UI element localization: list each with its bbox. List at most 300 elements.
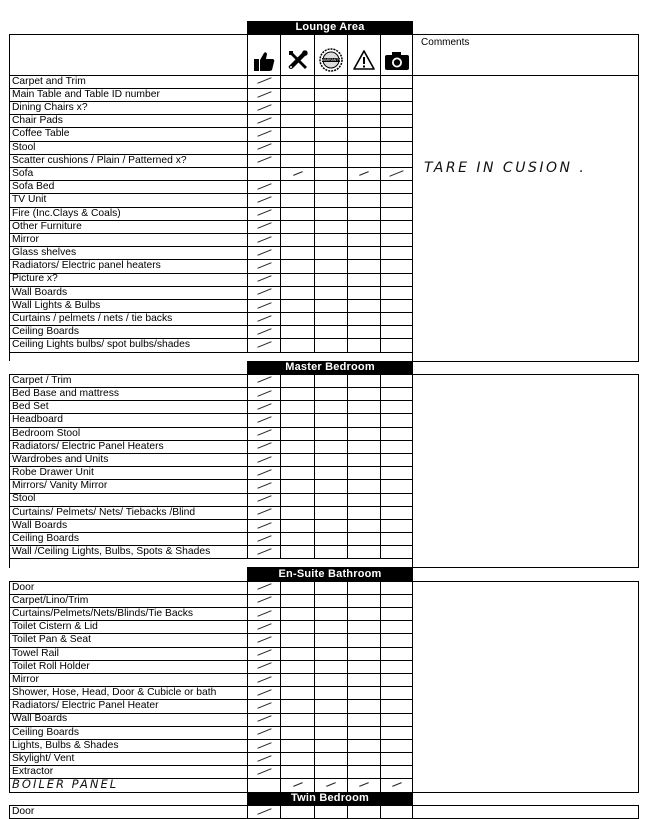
tick-mark	[257, 416, 271, 423]
check-cell[interactable]	[348, 75, 381, 88]
lounge-comments-cell[interactable]	[413, 75, 639, 361]
check-cell[interactable]	[381, 313, 413, 326]
check-cell[interactable]	[348, 299, 381, 312]
check-cell[interactable]	[248, 313, 281, 326]
item-label: Mirror	[10, 233, 248, 246]
check-cell[interactable]	[348, 546, 381, 559]
check-cell[interactable]	[381, 519, 413, 532]
check-cell[interactable]	[381, 739, 413, 752]
check-cell[interactable]	[348, 339, 381, 352]
check-cell[interactable]	[381, 168, 413, 181]
tick-mark	[293, 171, 303, 176]
check-cell[interactable]	[315, 647, 348, 660]
check-cell[interactable]	[381, 326, 413, 339]
check-cell[interactable]	[248, 647, 281, 660]
check-cell[interactable]	[248, 700, 281, 713]
item-label: Stool	[10, 141, 248, 154]
check-cell[interactable]	[348, 533, 381, 546]
check-cell[interactable]	[248, 299, 281, 312]
check-cell[interactable]	[381, 621, 413, 634]
check-cell[interactable]	[381, 220, 413, 233]
check-cell[interactable]	[381, 102, 413, 115]
check-cell[interactable]	[281, 519, 315, 532]
check-cell[interactable]	[381, 260, 413, 273]
check-cell[interactable]	[281, 168, 315, 181]
check-cell[interactable]	[281, 260, 315, 273]
check-cell[interactable]	[381, 766, 413, 779]
tick-mark	[257, 289, 271, 296]
check-cell[interactable]	[315, 220, 348, 233]
check-cell[interactable]	[315, 440, 348, 453]
check-cell[interactable]	[315, 168, 348, 181]
check-cell[interactable]	[248, 181, 281, 194]
check-cell[interactable]	[381, 247, 413, 260]
check-cell[interactable]	[348, 88, 381, 101]
check-cell[interactable]	[381, 286, 413, 299]
check-cell[interactable]	[348, 726, 381, 739]
check-cell[interactable]	[248, 660, 281, 673]
check-cell[interactable]	[348, 660, 381, 673]
check-cell[interactable]	[381, 805, 413, 818]
check-cell[interactable]	[281, 326, 315, 339]
check-cell[interactable]	[315, 533, 348, 546]
check-cell[interactable]	[315, 739, 348, 752]
check-cell[interactable]	[315, 401, 348, 414]
check-cell[interactable]	[348, 207, 381, 220]
check-cell[interactable]	[348, 414, 381, 427]
check-cell[interactable]	[248, 546, 281, 559]
check-cell[interactable]	[315, 102, 348, 115]
check-cell[interactable]	[315, 673, 348, 686]
check-cell[interactable]	[281, 286, 315, 299]
check-cell[interactable]	[281, 700, 315, 713]
check-cell[interactable]	[315, 75, 348, 88]
check-cell[interactable]	[248, 102, 281, 115]
item-label: Wall Boards	[10, 519, 248, 532]
check-cell[interactable]	[348, 374, 381, 387]
check-cell[interactable]	[381, 374, 413, 387]
check-cell[interactable]	[381, 273, 413, 286]
check-cell[interactable]	[281, 660, 315, 673]
check-cell[interactable]	[248, 581, 281, 594]
check-cell[interactable]	[281, 493, 315, 506]
check-cell[interactable]	[281, 141, 315, 154]
check-cell[interactable]	[348, 220, 381, 233]
check-cell[interactable]	[248, 480, 281, 493]
check-cell[interactable]	[381, 467, 413, 480]
check-cell[interactable]	[248, 88, 281, 101]
check-cell[interactable]	[348, 388, 381, 401]
check-cell[interactable]	[281, 726, 315, 739]
tick-mark	[257, 143, 271, 150]
tick-mark	[257, 315, 271, 322]
check-cell[interactable]	[381, 388, 413, 401]
item-label: Curtains / pelmets / nets / tie backs	[10, 313, 248, 326]
check-cell[interactable]	[315, 181, 348, 194]
check-cell[interactable]	[381, 440, 413, 453]
check-cell[interactable]	[348, 154, 381, 167]
check-cell[interactable]	[315, 493, 348, 506]
check-cell[interactable]	[348, 326, 381, 339]
check-cell[interactable]	[315, 339, 348, 352]
check-cell[interactable]	[315, 260, 348, 273]
check-cell[interactable]	[248, 414, 281, 427]
comments-label: Comments	[421, 36, 470, 48]
check-cell[interactable]	[315, 660, 348, 673]
check-cell[interactable]	[281, 621, 315, 634]
check-cell[interactable]	[281, 805, 315, 818]
check-cell[interactable]	[348, 181, 381, 194]
check-cell[interactable]	[381, 608, 413, 621]
item-label: Carpet and Trim	[10, 75, 248, 88]
check-cell[interactable]	[381, 207, 413, 220]
check-cell[interactable]	[281, 647, 315, 660]
check-cell[interactable]	[381, 299, 413, 312]
check-cell[interactable]	[248, 374, 281, 387]
check-cell[interactable]	[348, 805, 381, 818]
check-cell[interactable]	[281, 313, 315, 326]
check-cell[interactable]	[315, 286, 348, 299]
check-cell[interactable]	[248, 388, 281, 401]
check-cell[interactable]	[348, 401, 381, 414]
check-cell[interactable]	[348, 647, 381, 660]
check-cell[interactable]	[381, 660, 413, 673]
check-cell[interactable]	[248, 194, 281, 207]
check-cell[interactable]	[315, 374, 348, 387]
check-cell[interactable]	[381, 533, 413, 546]
check-cell[interactable]	[315, 766, 348, 779]
check-cell[interactable]	[381, 233, 413, 246]
check-cell[interactable]	[315, 634, 348, 647]
check-cell[interactable]	[381, 687, 413, 700]
check-cell[interactable]	[381, 546, 413, 559]
check-cell[interactable]	[381, 88, 413, 101]
check-cell[interactable]	[348, 453, 381, 466]
table-row	[10, 75, 639, 88]
check-cell[interactable]	[248, 753, 281, 766]
check-cell[interactable]	[381, 779, 413, 792]
tick-mark	[326, 782, 336, 787]
check-cell[interactable]	[315, 207, 348, 220]
check-cell[interactable]	[281, 546, 315, 559]
check-cell[interactable]	[248, 766, 281, 779]
check-cell[interactable]	[281, 594, 315, 607]
item-label: Wall /Ceiling Lights, Bulbs, Spots & Shades	[10, 546, 248, 559]
check-cell[interactable]	[315, 726, 348, 739]
check-cell[interactable]	[348, 168, 381, 181]
check-cell[interactable]	[381, 128, 413, 141]
check-cell[interactable]	[348, 233, 381, 246]
master-comments-cell[interactable]	[413, 374, 639, 568]
check-cell[interactable]	[381, 581, 413, 594]
check-cell[interactable]	[248, 519, 281, 532]
check-cell[interactable]	[381, 700, 413, 713]
check-cell[interactable]	[315, 687, 348, 700]
check-cell[interactable]	[348, 194, 381, 207]
check-cell[interactable]	[248, 207, 281, 220]
check-cell[interactable]	[281, 533, 315, 546]
tick-mark	[389, 170, 403, 177]
check-cell[interactable]	[281, 779, 315, 792]
check-cell[interactable]	[315, 273, 348, 286]
tick-mark	[293, 782, 303, 787]
check-cell[interactable]	[348, 779, 381, 792]
check-cell[interactable]	[348, 260, 381, 273]
item-label: Fire (Inc.Clays & Coals)	[10, 207, 248, 220]
tick-mark	[257, 495, 271, 502]
check-cell[interactable]	[281, 766, 315, 779]
check-cell[interactable]	[281, 506, 315, 519]
check-cell[interactable]	[281, 88, 315, 101]
check-cell[interactable]	[348, 581, 381, 594]
check-cell[interactable]	[248, 493, 281, 506]
check-cell[interactable]	[248, 247, 281, 260]
check-cell[interactable]	[348, 480, 381, 493]
check-cell[interactable]	[281, 115, 315, 128]
check-cell[interactable]	[381, 480, 413, 493]
check-cell[interactable]	[315, 506, 348, 519]
check-cell[interactable]	[348, 115, 381, 128]
check-cell[interactable]	[281, 128, 315, 141]
twin-comments-cell[interactable]	[413, 805, 639, 818]
check-cell[interactable]	[315, 326, 348, 339]
check-cell[interactable]	[281, 634, 315, 647]
check-cell[interactable]	[348, 634, 381, 647]
check-cell[interactable]	[315, 467, 348, 480]
check-cell[interactable]	[381, 753, 413, 766]
check-cell[interactable]	[248, 634, 281, 647]
check-cell[interactable]	[381, 115, 413, 128]
check-cell[interactable]	[348, 467, 381, 480]
check-cell[interactable]	[348, 102, 381, 115]
check-cell[interactable]	[381, 427, 413, 440]
tick-mark	[257, 808, 271, 815]
check-cell[interactable]	[381, 493, 413, 506]
check-cell[interactable]	[248, 260, 281, 273]
check-cell[interactable]	[281, 673, 315, 686]
tick-mark	[392, 782, 402, 787]
check-cell[interactable]	[248, 220, 281, 233]
check-cell[interactable]	[281, 453, 315, 466]
check-cell[interactable]	[348, 608, 381, 621]
check-cell[interactable]	[348, 313, 381, 326]
check-cell[interactable]	[248, 128, 281, 141]
check-cell[interactable]	[381, 181, 413, 194]
check-cell[interactable]	[381, 726, 413, 739]
check-cell[interactable]	[281, 480, 315, 493]
check-cell[interactable]	[281, 753, 315, 766]
check-cell[interactable]	[248, 141, 281, 154]
check-cell[interactable]	[315, 88, 348, 101]
check-cell[interactable]	[348, 519, 381, 532]
check-cell[interactable]	[348, 594, 381, 607]
check-cell[interactable]	[281, 233, 315, 246]
check-cell[interactable]	[315, 453, 348, 466]
check-cell[interactable]	[381, 75, 413, 88]
tick-mark	[257, 183, 271, 190]
check-cell[interactable]	[348, 128, 381, 141]
ensuite-comments-cell[interactable]	[413, 581, 639, 792]
thumbs-up-icon	[248, 34, 281, 75]
check-cell[interactable]	[348, 493, 381, 506]
check-cell[interactable]	[315, 700, 348, 713]
check-cell[interactable]	[381, 339, 413, 352]
check-cell[interactable]	[315, 753, 348, 766]
check-cell[interactable]	[281, 207, 315, 220]
check-cell[interactable]	[315, 621, 348, 634]
check-cell[interactable]	[248, 75, 281, 88]
comments-header	[413, 34, 639, 75]
check-cell[interactable]	[248, 154, 281, 167]
check-cell[interactable]	[281, 440, 315, 453]
check-cell[interactable]	[248, 427, 281, 440]
check-cell[interactable]	[248, 713, 281, 726]
check-cell[interactable]	[248, 506, 281, 519]
check-cell[interactable]	[315, 805, 348, 818]
check-cell[interactable]	[315, 414, 348, 427]
check-cell[interactable]	[281, 299, 315, 312]
check-cell[interactable]	[348, 753, 381, 766]
check-cell[interactable]	[281, 181, 315, 194]
check-cell[interactable]	[248, 401, 281, 414]
check-cell[interactable]	[281, 401, 315, 414]
section-header-ensuite	[10, 568, 639, 581]
check-cell[interactable]	[248, 726, 281, 739]
check-cell[interactable]	[315, 581, 348, 594]
check-cell[interactable]	[281, 273, 315, 286]
check-cell[interactable]	[348, 700, 381, 713]
item-label: Extractor	[10, 766, 248, 779]
item-label: Bed Set	[10, 401, 248, 414]
check-cell[interactable]	[248, 168, 281, 181]
item-label: Radiators/ Electric Panel Heaters	[10, 440, 248, 453]
check-cell[interactable]	[315, 299, 348, 312]
check-cell[interactable]	[381, 647, 413, 660]
check-cell[interactable]	[281, 713, 315, 726]
check-cell[interactable]	[315, 388, 348, 401]
check-cell[interactable]	[381, 401, 413, 414]
check-cell[interactable]	[315, 519, 348, 532]
check-cell[interactable]	[381, 154, 413, 167]
check-cell[interactable]	[248, 687, 281, 700]
check-cell[interactable]	[248, 440, 281, 453]
check-cell[interactable]	[281, 467, 315, 480]
check-cell[interactable]	[315, 608, 348, 621]
check-cell[interactable]	[315, 594, 348, 607]
item-label: Curtains/ Pelmets/ Nets/ Tiebacks /Blind	[10, 506, 248, 519]
check-cell[interactable]	[281, 194, 315, 207]
check-cell[interactable]	[348, 713, 381, 726]
check-cell[interactable]	[348, 766, 381, 779]
check-cell[interactable]	[281, 427, 315, 440]
check-cell[interactable]	[248, 339, 281, 352]
check-cell[interactable]	[315, 313, 348, 326]
check-cell[interactable]	[248, 779, 281, 792]
check-cell[interactable]	[248, 739, 281, 752]
check-cell[interactable]	[381, 453, 413, 466]
tick-mark	[257, 130, 271, 137]
check-cell[interactable]	[348, 247, 381, 260]
check-cell[interactable]	[348, 141, 381, 154]
check-cell[interactable]	[281, 154, 315, 167]
check-cell[interactable]	[348, 506, 381, 519]
check-cell[interactable]	[281, 687, 315, 700]
check-cell[interactable]	[381, 713, 413, 726]
check-cell[interactable]	[281, 247, 315, 260]
check-cell[interactable]	[281, 374, 315, 387]
check-cell[interactable]	[348, 687, 381, 700]
check-cell[interactable]	[315, 194, 348, 207]
check-cell[interactable]	[315, 480, 348, 493]
item-label: Lights, Bulbs & Shades	[10, 739, 248, 752]
check-cell[interactable]	[281, 608, 315, 621]
check-cell[interactable]	[381, 194, 413, 207]
check-cell[interactable]	[248, 115, 281, 128]
check-cell[interactable]	[281, 739, 315, 752]
check-cell[interactable]	[381, 414, 413, 427]
check-cell[interactable]	[348, 673, 381, 686]
check-cell[interactable]	[281, 388, 315, 401]
check-cell[interactable]	[248, 326, 281, 339]
check-cell[interactable]	[248, 805, 281, 818]
handwritten-item-label	[10, 779, 248, 792]
check-cell[interactable]	[248, 533, 281, 546]
check-cell[interactable]	[348, 273, 381, 286]
check-cell[interactable]	[248, 286, 281, 299]
check-cell[interactable]	[248, 594, 281, 607]
check-cell[interactable]	[348, 621, 381, 634]
tick-mark	[359, 171, 369, 176]
check-cell[interactable]	[248, 608, 281, 621]
check-cell[interactable]	[315, 247, 348, 260]
check-cell[interactable]	[381, 594, 413, 607]
check-cell[interactable]	[281, 102, 315, 115]
check-cell[interactable]	[248, 453, 281, 466]
check-cell[interactable]	[315, 128, 348, 141]
tick-mark	[257, 78, 271, 85]
check-cell[interactable]	[281, 220, 315, 233]
check-cell[interactable]	[281, 581, 315, 594]
check-cell[interactable]	[281, 339, 315, 352]
check-cell[interactable]	[248, 273, 281, 286]
item-label: Chair Pads	[10, 115, 248, 128]
check-cell[interactable]	[315, 233, 348, 246]
check-cell[interactable]	[248, 621, 281, 634]
check-cell[interactable]	[348, 440, 381, 453]
check-cell[interactable]	[348, 286, 381, 299]
check-cell[interactable]	[281, 75, 315, 88]
check-cell[interactable]	[281, 414, 315, 427]
check-cell[interactable]	[381, 634, 413, 647]
check-cell[interactable]	[315, 546, 348, 559]
check-cell[interactable]	[248, 673, 281, 686]
check-cell[interactable]	[248, 233, 281, 246]
check-cell[interactable]	[315, 427, 348, 440]
check-cell[interactable]	[315, 713, 348, 726]
check-cell[interactable]	[315, 154, 348, 167]
check-cell[interactable]	[348, 427, 381, 440]
check-cell[interactable]	[248, 467, 281, 480]
check-cell[interactable]	[381, 673, 413, 686]
check-cell[interactable]	[315, 779, 348, 792]
check-cell[interactable]	[315, 141, 348, 154]
check-cell[interactable]	[381, 141, 413, 154]
item-label: Ceiling Boards	[10, 533, 248, 546]
check-cell[interactable]	[315, 115, 348, 128]
check-cell[interactable]	[381, 506, 413, 519]
check-cell[interactable]	[348, 739, 381, 752]
item-label: Robe Drawer Unit	[10, 467, 248, 480]
